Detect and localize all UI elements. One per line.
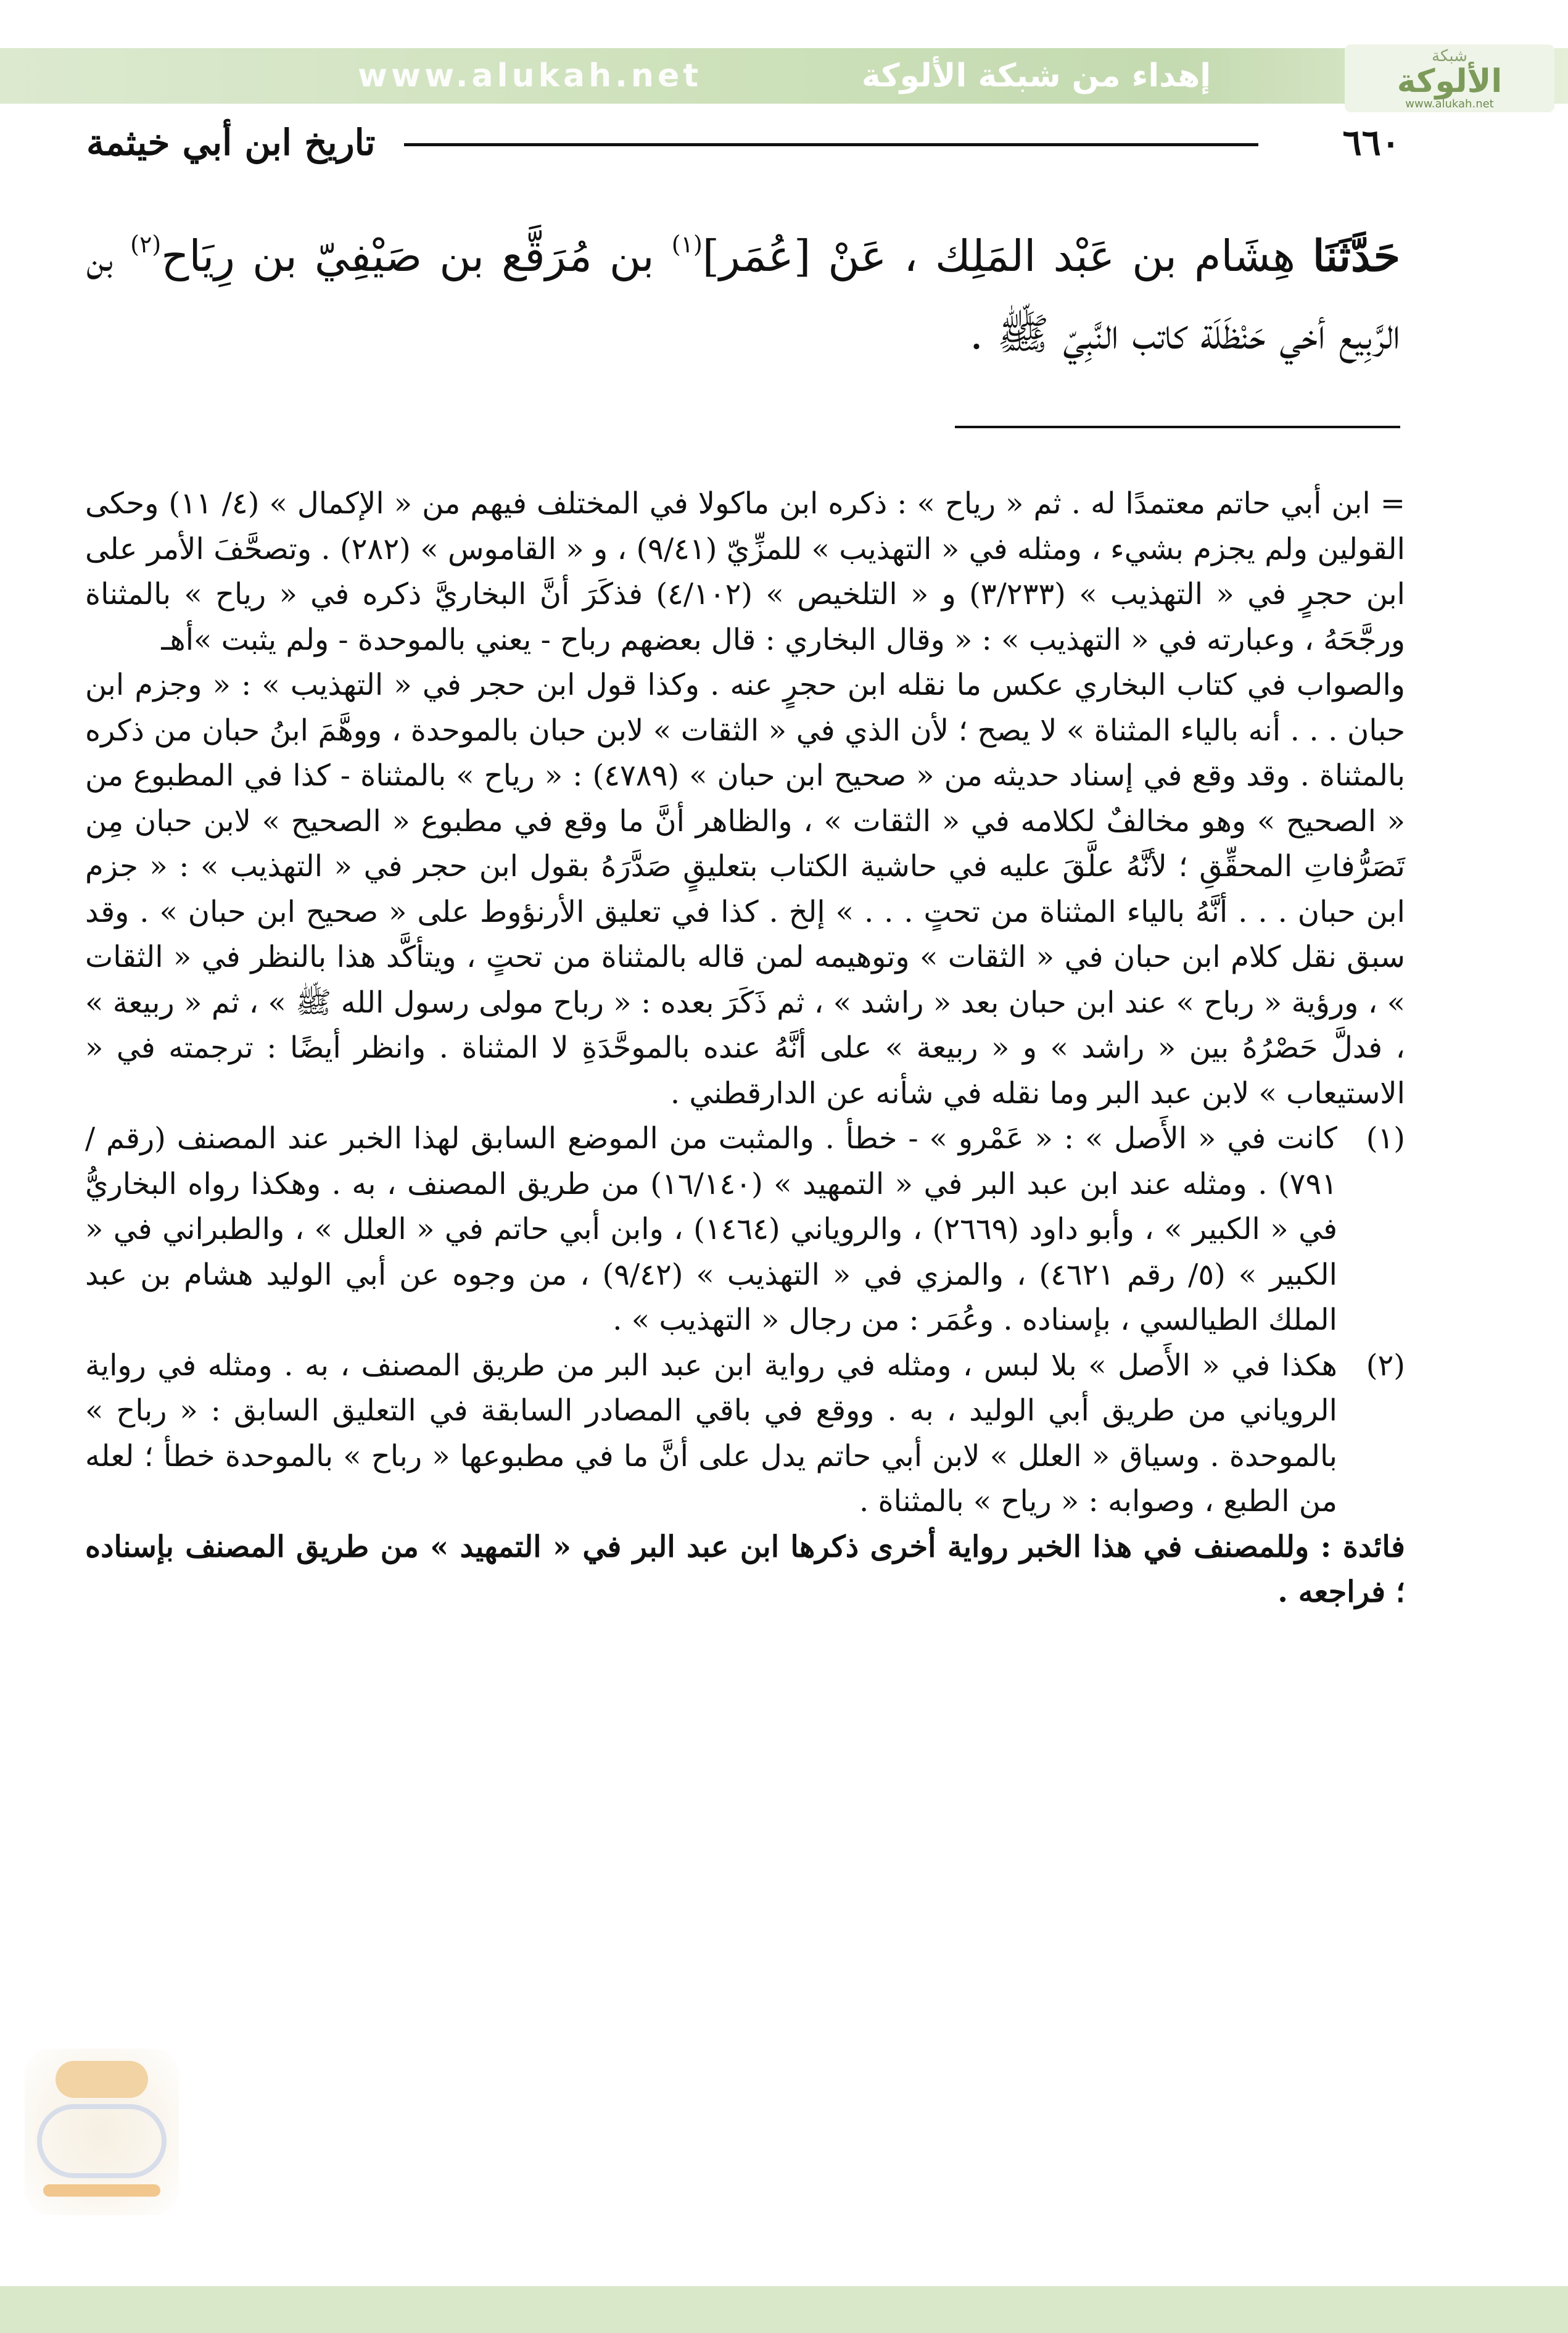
watermark-url: www.alukah.net [358, 57, 703, 94]
footnote-benefit: فائدة : وللمصنف في هذا الخبر رواية أخرى ذكرها ابن عبد البر في « التمهيد » من طريق المصنف بإسناده ؛ فراجعه . [85, 1529, 1405, 1609]
footnote-correction: والصواب في كتاب البخاري عكس ما نقله ابن حجرٍ عنه . وكذا قول ابن حجر في « التهذيب » : « وجزم ابن حبان . . . أنه بالياء المثناة » لا يصح ؛ لأن الذي في « الثقات » لابن حبان بالموحدة ، ووهَّمَ ابنُ حبان من ذكره بالمثناة . وقد وقع في إسناد حديثه من « صحيح ابن حبان » (٤٧٨٩) : « رياح » بالمثناة - كذا في المطبوع من « الصحيح » وهو مخالفٌ لكلامه في « الثقات » ، والظاهر أنَّ ما وقع في مطبوع « الصحيح » لابن حبان مِن تَصَرُّفاتِ المحقِّقِ ؛ لأنَّهُ علَّقَ عليه في حاشية الكتاب بتعليقٍ صَدَّرَهُ بقول ابن حجر في « التهذيب » : « جزم ابن حبان . . . أنَّهُ بالياء المثناة من تحتٍ . . . » إلخ . كذا في تعليق الأرنؤوط على « صحيح ابن حبان » . وقد سبق نقل كلام ابن حبان في « الثقات » وتوهيمه لمن قاله بالمثناة من تحتٍ ، ويتأكَّد هذا بالنظر في « الثقات » ، ورؤية « رباح » عند ابن حبان بعد « راشد » ، ثم ذَكَرَ بعده : « رباح مولى رسول الله ﷺ » ، ثم « ربيعة » ، فدلَّ حَصْرُهُ بين « راشد » و « ربيعة » على أنَّهُ عنده بالموحَّدَةِ لا المثناة . وانظر أيضًا : ترجمته في « الاستيعاب » لابن عبد البر وما نقله في شأنه عن الدارقطني . [85, 668, 1405, 1111]
footnote-2-text: هكذا في « الأَصل » بلا لبس ، ومثله في رواية ابن عبد البر من طريق المصنف ، به . ومثله في رواية الروياني من طريق أبي الوليد ، به . ووقع في باقي المصادر السابقة في التعليق السابق : « رباح » بالموحدة . وسياق « العلل » لابن أبي حاتم يدل على أنَّ ما في مطبوعها « رباح » بالموحدة خطأ ؛ لعله من الطبع ، وصوابه : « رياح » بالمثناة . [85, 1348, 1337, 1519]
corner-watermark-shape-bottom [43, 2184, 160, 2197]
footnote-1-text: كانت في « الأَصل » : « عَمْرو » - خطأ . والمثبت من الموضع السابق لهذا الخبر عند المصنف (رقم /٧٩١) . ومثله عند ابن عبد البر في « التمهيد » (١٦/١٤٠) من طريق المصنف ، به . وهكذا رواه البخاريُّ في « الكبير » ، وأبو داود (٢٦٦٩) ، والروياني (١٤٦٤) ، وابن أبي حاتم في « العلل » ، والطبراني في « الكبير » (٥/ رقم ٤٦٢١) ، والمزي في « التهذيب » (٩/٤٢) ، من وجوه عن أبي الوليد هشام بن عبد الملك الطيالسي ، بإسناده . وعُمَر : من رجال « التهذيب » . [85, 1121, 1338, 1337]
corner-watermark-shape-top [56, 2061, 148, 2098]
main-text [86, 217, 1400, 373]
footnotes [85, 481, 1405, 1615]
footnote-2 [85, 1343, 1405, 1525]
footnote-2-number: (٢) [1366, 1348, 1405, 1383]
alukah-logo [1345, 44, 1554, 112]
main-text-part-3: بن الرَّبِيع أخي حَنْظَلَة كاتب النَّبِيّ ﷺ . [86, 231, 1400, 359]
logo-url: www.alukah.net [1405, 97, 1494, 110]
page-number: ٦٦٠ [1342, 122, 1400, 164]
footnote-continuation: = ابن أبي حاتم معتمدًا له . ثم « رياح » : ذكره ابن ماكولا في المختلف فيهم من « الإكمال » (٤/ ١١) وحكى القولين ولم يجزم بشيء ، ومثله في « التهذيب » للمزِّيّ (٩/٤١) ، و « القاموس » (٢٨٢) . وتصحَّفَ الأمر على ابن حجرٍ في « التهذيب » (٣/٢٣٣) و « التلخيص » (٤/١٠٢) فذكَرَ أنَّ البخاريَّ ذكره في « رياح » بالمثناة ورجَّحَهُ ، وعبارته في « التهذيب » : « وقال البخاري : قال بعضهم رباح - يعني بالموحدة - ولم يثبت »أهـ [85, 486, 1406, 657]
logo-name: الألوكة [1397, 63, 1503, 100]
corner-watermark-logo [25, 2049, 179, 2215]
footnote-ref-1: (١) [671, 231, 703, 258]
main-text-part-2: بن مُرَقَّع بن صَيْفِيّ بن رِيَاح [161, 231, 672, 281]
main-text-part-1: هِشَام بن عَبْد المَلِك ، عَنْ [عُمَر] [702, 231, 1313, 281]
header-rule [404, 143, 1258, 146]
footnote-1 [85, 1116, 1405, 1343]
footnote-1-number: (١) [1366, 1121, 1405, 1156]
running-title: تاريخ ابن أبي خيثمة [86, 122, 376, 164]
narration-lead: حَدَّثَنَا [1313, 230, 1400, 281]
watermark-title: إهداء من شبكة الألوكة [861, 57, 1211, 94]
page-header [86, 115, 1400, 170]
footnote-separator [955, 426, 1400, 428]
top-margin [0, 0, 1568, 48]
footnote-ref-2: (٢) [130, 231, 162, 258]
corner-watermark-shape-middle [37, 2104, 167, 2178]
watermark-banner [0, 48, 1568, 104]
bottom-watermark-bar [0, 2286, 1568, 2333]
logo-caption: شبكة [1432, 47, 1467, 65]
